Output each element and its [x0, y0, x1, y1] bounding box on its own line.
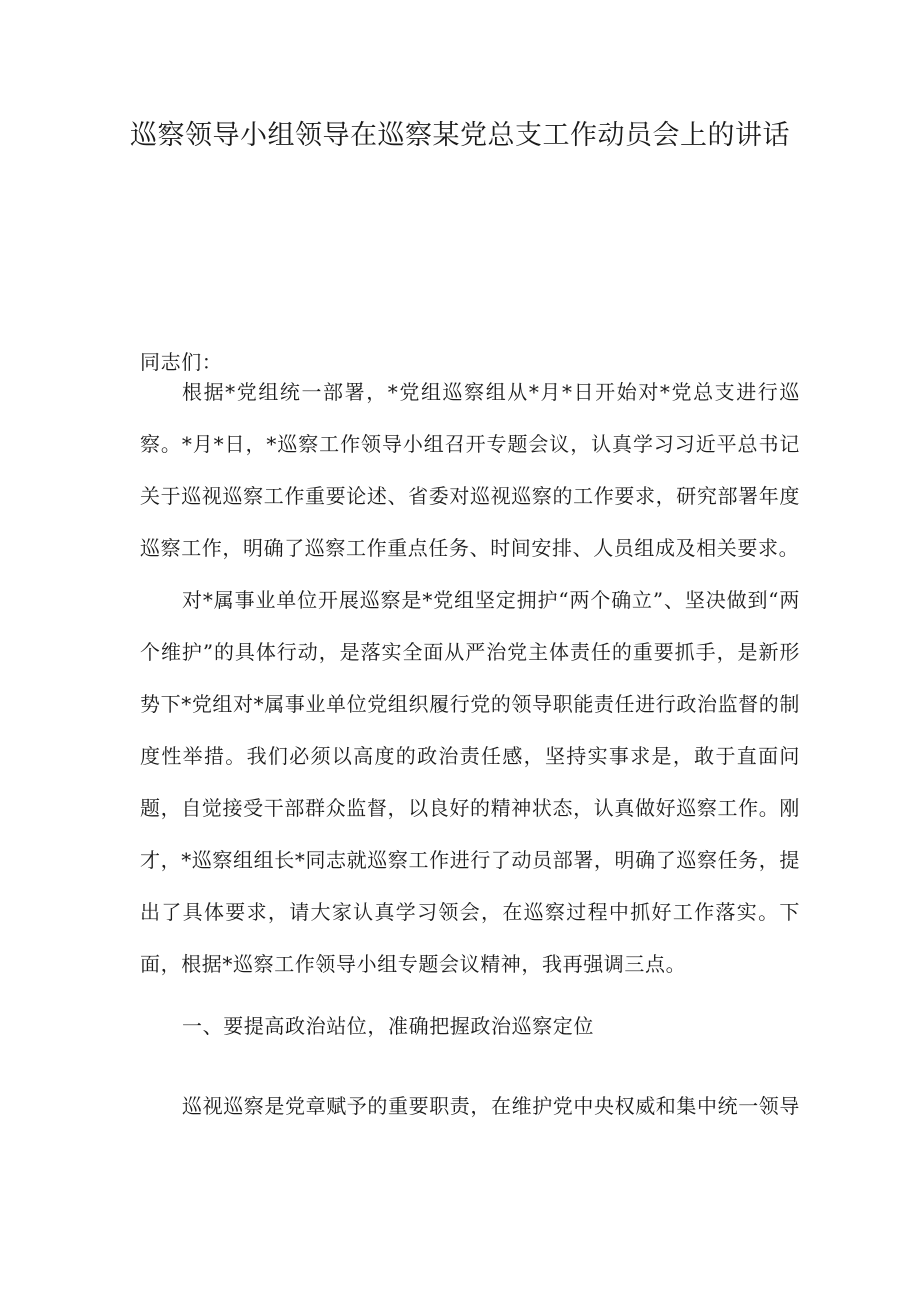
- section-1-paragraph: 巡视巡察是党章赋予的重要职责，在维护党中央权威和集中统一领导: [182, 1094, 800, 1118]
- body-paragraph-1: 根据*党组统一部署，*党组巡察组从*月*日开始对*党总支进行巡察。*月*日，*巡察工作领导小组召开专题会议，认真学习习近平总书记关于巡视巡察工作重要论述、省委对巡视巡察的工作要求，研究部署年度巡察工作，明确了巡察工作重点任务、时间安排、人员组成及相关要求。: [140, 380, 800, 560]
- body-paragraph-2: 对*属事业单位开展巡察是*党组坚定拥护“两个确立”、坚决做到“两个维护”的具体行动，是落实全面从严治党主体责任的重要抓手，是新形势下*党组对*属事业单位党组织履行党的领导职能责任进行政治监督的制度性举措。我们必须以高度的政治责任感，坚持实事求是，敢于直面问题，自觉接受干部群众监督，以良好的精神状态，认真做好巡察工作。刚才，*巡察组组长*同志就巡察工作进行了动员部署，明确了巡察任务，提出了具体要求，请大家认真学习领会，在巡察过程中抓好工作落实。下面，根据*巡察工作领导小组专题会议精神，我再强调三点。: [140, 588, 800, 976]
- salutation: 同志们：: [140, 350, 223, 374]
- document-title: 巡察领导小组领导在巡察某党总支工作动员会上的讲话: [130, 120, 790, 151]
- section-heading-1: 一、要提高政治站位，准确把握政治巡察定位: [182, 1014, 594, 1038]
